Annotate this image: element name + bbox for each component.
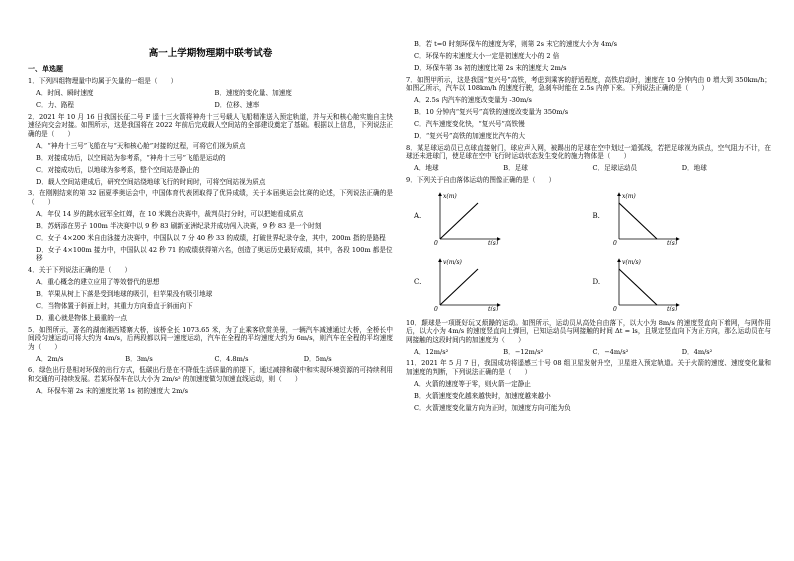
origin-label: 0	[434, 305, 438, 311]
question-stem: 4．关于下列说法正确的是（ ）	[28, 266, 132, 275]
graph-option-a	[414, 189, 593, 245]
answer-option: B．3m/s	[125, 354, 153, 363]
question-stem: 3．在刚刚结束的第 32 届夏季奥运会中，中国体育代表团取得了优异成绩，关于本届奥运会比赛的论述，下列说法正确的是（ ）	[28, 189, 393, 206]
question-stem: 7．如图甲所示，这是我国“复兴号”高铁，考虑到乘客的舒适程度，高铁启动时，速度在 10 分钟内由 0 增大到 350km/h；如图乙所示，汽车以 108km/h 的速度行驶，急刹车时能在 2.5s 内停下来。下列说法正确的是（ ）	[406, 75, 771, 93]
x-axis-label: t(s)	[488, 305, 499, 311]
answer-option: D．女子 4×100m 接力中，中国队以 42 秒 71 的成绩获得第六名，创造了奥运历史最好成绩，其中，各段 100m 都是位移	[36, 245, 393, 263]
x-axis-label: t(s)	[666, 305, 677, 311]
answer-option-row	[36, 89, 393, 97]
question-stem: 11．2021 年 5 月 7 日，我国成功将遥感三十号 08 组卫星发射升空，卫星进入预定轨道。关于火箭的速度、速度变化量和加速度的判断，下列说法正确的是（ ）	[406, 359, 771, 376]
answer-option: B．速度的变化量、加速度	[214, 89, 292, 98]
question-stem: 2．2021 年 10 月 16 日我国长征二号 F 遥十三火箭将神舟十三号载人飞船精准送入预定轨道，并与天和核心舱实施自主快速径向交会对接。如图所示，这是我国将在 2022 年前后完成载人空间站的全部建设奠定了基础。根据以上信息，下列说法正确的是（ ）	[28, 112, 393, 138]
answer-option: C．足球运动员	[592, 164, 638, 173]
graph-option-d	[593, 255, 772, 311]
graph-option-label: C.	[414, 278, 422, 287]
graph-option-label: A.	[414, 212, 422, 221]
question-stem: 9．下列关于自由落体运动的图像正确的是（ ）	[406, 176, 556, 185]
answer-option-row	[414, 348, 771, 356]
answer-option: A．12m/s²	[414, 347, 449, 356]
answer-option: D．位移、速率	[214, 100, 260, 109]
graph-option-c	[414, 255, 593, 311]
x-axis-label: t(s)	[666, 239, 677, 245]
answer-option: D．“复兴号”高铁的加速度比汽车的大	[414, 132, 525, 140]
answer-option: A．地球	[414, 164, 439, 173]
answer-option: A．火箭的速度等于零，则火箭一定静止	[414, 379, 531, 388]
y-axis-label: x(m)	[621, 192, 636, 200]
section-heading: 一、单选题	[28, 64, 63, 74]
answer-option: C．4.8m/s	[214, 354, 249, 363]
answer-option: D．5m/s	[303, 354, 332, 363]
graph-option-label: B.	[592, 212, 600, 221]
answer-option: B．−12m/s²	[503, 347, 544, 356]
answer-option-row	[36, 101, 393, 109]
answer-option: C．汽车速度变化快，“复兴号”高铁慢	[414, 120, 525, 129]
question-stem: 5．如图所示，著名的湖南湘西矮寨大桥，该桥全长 1073.65 米，为了止乘客欣赏美景，一辆汽车减速通过大桥，全桥长中间段匀速运动可将大约为 4m/s，后两段都以同一速度运动，汽车在全程的平均速度大约为 6m/s，则汽车在全程的平均速度为（ ）	[28, 325, 393, 351]
answer-option: A．年仅 14 岁的跳水冠军全红婵，在 10 米跳台决赛中，裁判员打分时，可以把她看成质点	[36, 209, 304, 218]
answer-option: C．−4m/s²	[592, 347, 629, 356]
answer-option: C．环保车的末速度大小一定是初速度大小的 2 倍	[414, 51, 560, 60]
answer-option: A．重心概念的建立应用了等效替代的思想	[36, 277, 160, 286]
graph-line	[619, 269, 657, 305]
answer-option: D．环保车第 3s 初的速度比第 2s 末的速度大 2m/s	[414, 63, 567, 72]
q9-graph-options	[414, 189, 771, 311]
left-questions	[28, 77, 393, 395]
right-questions-bottom	[406, 319, 771, 412]
question-stem: 1．下列四组物理量中均属于矢量的一组是（ ）	[28, 77, 178, 86]
answer-option: D．地球	[681, 164, 707, 173]
exam-title: 高一上学期物理期中联考试卷	[148, 48, 273, 59]
question-stem: 8．某足球运动员已点球直接射门，球应声入网，被踢出的足球在空中划过一道弧线，若把足球视为质点，空气阻力不计，在球还未进球门，使足球在空中飞行时运动状态发生变化的施力物体是（ ）	[406, 143, 771, 161]
graph-plot	[430, 255, 508, 311]
origin-label: 0	[434, 239, 438, 245]
graph-plot	[609, 255, 687, 311]
answer-option: D．重心就是物体上最重的一点	[36, 313, 128, 322]
answer-option: C．力、路程	[36, 100, 75, 109]
answer-option: B．若 t=0 时刻环保车的速度为零，则第 2s 末它的速度大小为 4m/s	[414, 40, 617, 48]
answer-option-row	[414, 164, 771, 172]
graph-line	[619, 203, 657, 239]
answer-option: A．2m/s	[36, 354, 64, 363]
answer-option: C．对接成功后，以地球为参考系，整个空间站是静止的	[36, 165, 200, 174]
graph-plot	[609, 189, 687, 245]
y-axis-label: v(m/s)	[443, 258, 462, 266]
graph-line	[440, 269, 478, 305]
answer-option: C．女子 4×200 米自由泳接力决赛中，中国队以 7 分 40 秒 33 的成绩，打破世界纪录夺金，其中，200m 指的是路程	[36, 233, 386, 242]
answer-option: B．苏炳添在男子 100m 半决赛中以 9 秒 83 刷新亚洲纪录并成功闯入决赛，9 秒 83 是一个时刻	[36, 221, 322, 230]
answer-option: D．载人空间站建成后，研究空间站绕地球飞行的时间时，可将空间站视为质点	[36, 177, 266, 186]
right-column	[406, 40, 771, 416]
answer-option: A．“神舟十三号”飞船在与“天和核心舱”对接的过程，可将它们视为质点	[36, 141, 246, 150]
answer-option: B．对接成功后，以空间站为参考系，“神舟十三号”飞船是运动的	[36, 153, 226, 162]
question-stem: 10．颠球是一项既好玩又烦躁的运动。如图所示，运动员从高处自由落下，以大小为 8m/s 的速度竖直向下着网，与网作用后，以大小为 4m/s 的速度竖直向上弹回，已知运动员与网接触的时间 Δt = ls，且规定竖直向下为正方向，那么运动员在与网接触的这段时间内的加速度为（ ）	[406, 318, 771, 344]
right-questions-top	[406, 40, 771, 185]
answer-option: B．10 分钟内“复兴号”高铁的速度改变量为 350m/s	[414, 108, 569, 117]
y-axis-label: v(m/s)	[621, 258, 641, 266]
left-column	[28, 0, 393, 399]
answer-option: C．当物体置于斜面上时，其重力方向垂直于斜面向下	[36, 301, 193, 310]
answer-option: A．时间、瞬时速度	[36, 89, 94, 98]
question-stem: 6．绿色出行是相对环保的出行方式，低碳出行是在不降低生活质量的前提下，通过减排和碳中和实现环境资源的可持续利用和交通的可持续发展。若某环保车在以大小为 2m/s² 的加速度做匀加速直线运动，则（ ）	[28, 366, 393, 383]
graph-option-label: D.	[592, 278, 601, 287]
graph-option-b	[593, 189, 772, 245]
origin-label: 0	[612, 305, 617, 311]
answer-option: A．2.5s 内汽车的速度改变量为 -30m/s	[414, 96, 532, 105]
graph-line	[440, 203, 478, 239]
y-axis-label: x(m)	[443, 192, 457, 200]
origin-label: 0	[612, 239, 617, 245]
answer-option: B．苹果从树上下落是受到地球的吸引，但苹果没有吸引地球	[36, 289, 213, 298]
answer-option: B．足球	[503, 164, 528, 173]
answer-option: D．4m/s²	[681, 347, 713, 356]
answer-option: A．环保车第 2s 末的速度比第 1s 初的速度大 2m/s	[36, 386, 188, 395]
answer-option: B．火箭速度变化越来越快时，加速度越来越小	[414, 391, 551, 400]
graph-plot	[430, 189, 508, 245]
answer-option-row	[36, 355, 393, 363]
x-axis-label: t(s)	[488, 239, 499, 245]
answer-option: C．火箭速度变化量方向为正时，加速度方向可能为负	[414, 403, 571, 412]
